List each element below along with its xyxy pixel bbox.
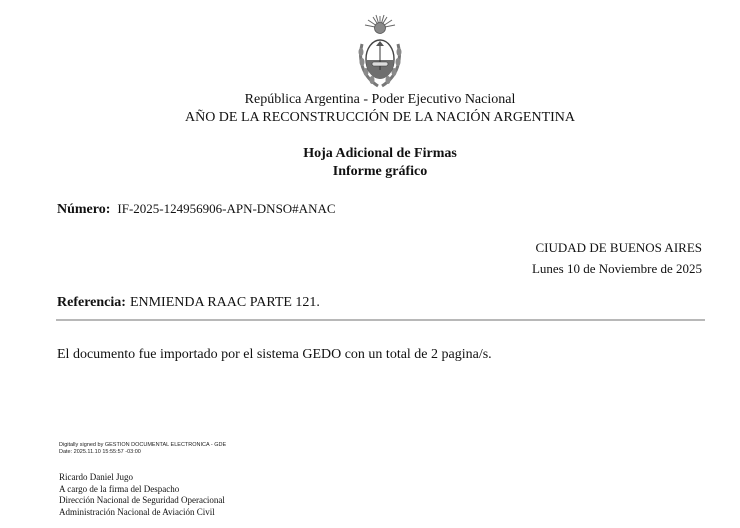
location-city: CIUDAD DE BUENOS AIRES — [535, 240, 702, 255]
digital-signature-stamp — [59, 442, 226, 455]
digital-signature-date: Date: 2025.11.10 15:55:57 -03:00 — [59, 448, 141, 455]
body-text: El documento fue importado por el sistema GEDO con un total de 2 pagina/s. — [57, 347, 492, 362]
reference — [57, 295, 320, 311]
argentina-coat-of-arms-icon — [354, 14, 406, 90]
document-title: Hoja Adicional de Firmas — [303, 146, 457, 161]
reference-label: Referencia: — [57, 295, 126, 310]
location-date: Lunes 10 de Noviembre de 2025 — [531, 261, 702, 276]
signer-block — [59, 472, 225, 518]
reference-value: ENMIENDA RAAC PARTE 121. — [129, 295, 320, 310]
document-subtitle: Informe gráfico — [332, 164, 428, 179]
header-year-motto: AÑO DE LA RECONSTRUCCIÓN DE LA NACIÓN ARGENTINA — [184, 110, 576, 125]
signer-organization: Administración Nacional de Aviación Civil — [59, 506, 215, 517]
header-government: República Argentina - Poder Ejecutivo Nacional — [244, 92, 516, 107]
digital-signature-signed-by: Digitally signed by GESTION DOCUMENTAL ELECTRONICA - GDE — [59, 442, 227, 448]
document-number-value: IF-2025-124956906-APN-DNSO#ANAC — [117, 201, 336, 216]
signer-name: Ricardo Daniel Jugo — [59, 472, 133, 482]
signer-role: A cargo de la firma del Despacho — [59, 483, 180, 494]
divider — [56, 319, 705, 321]
document-number — [57, 201, 336, 218]
signer-office: Dirección Nacional de Seguridad Operacional — [59, 495, 225, 505]
document-number-label: Número: — [57, 202, 111, 217]
